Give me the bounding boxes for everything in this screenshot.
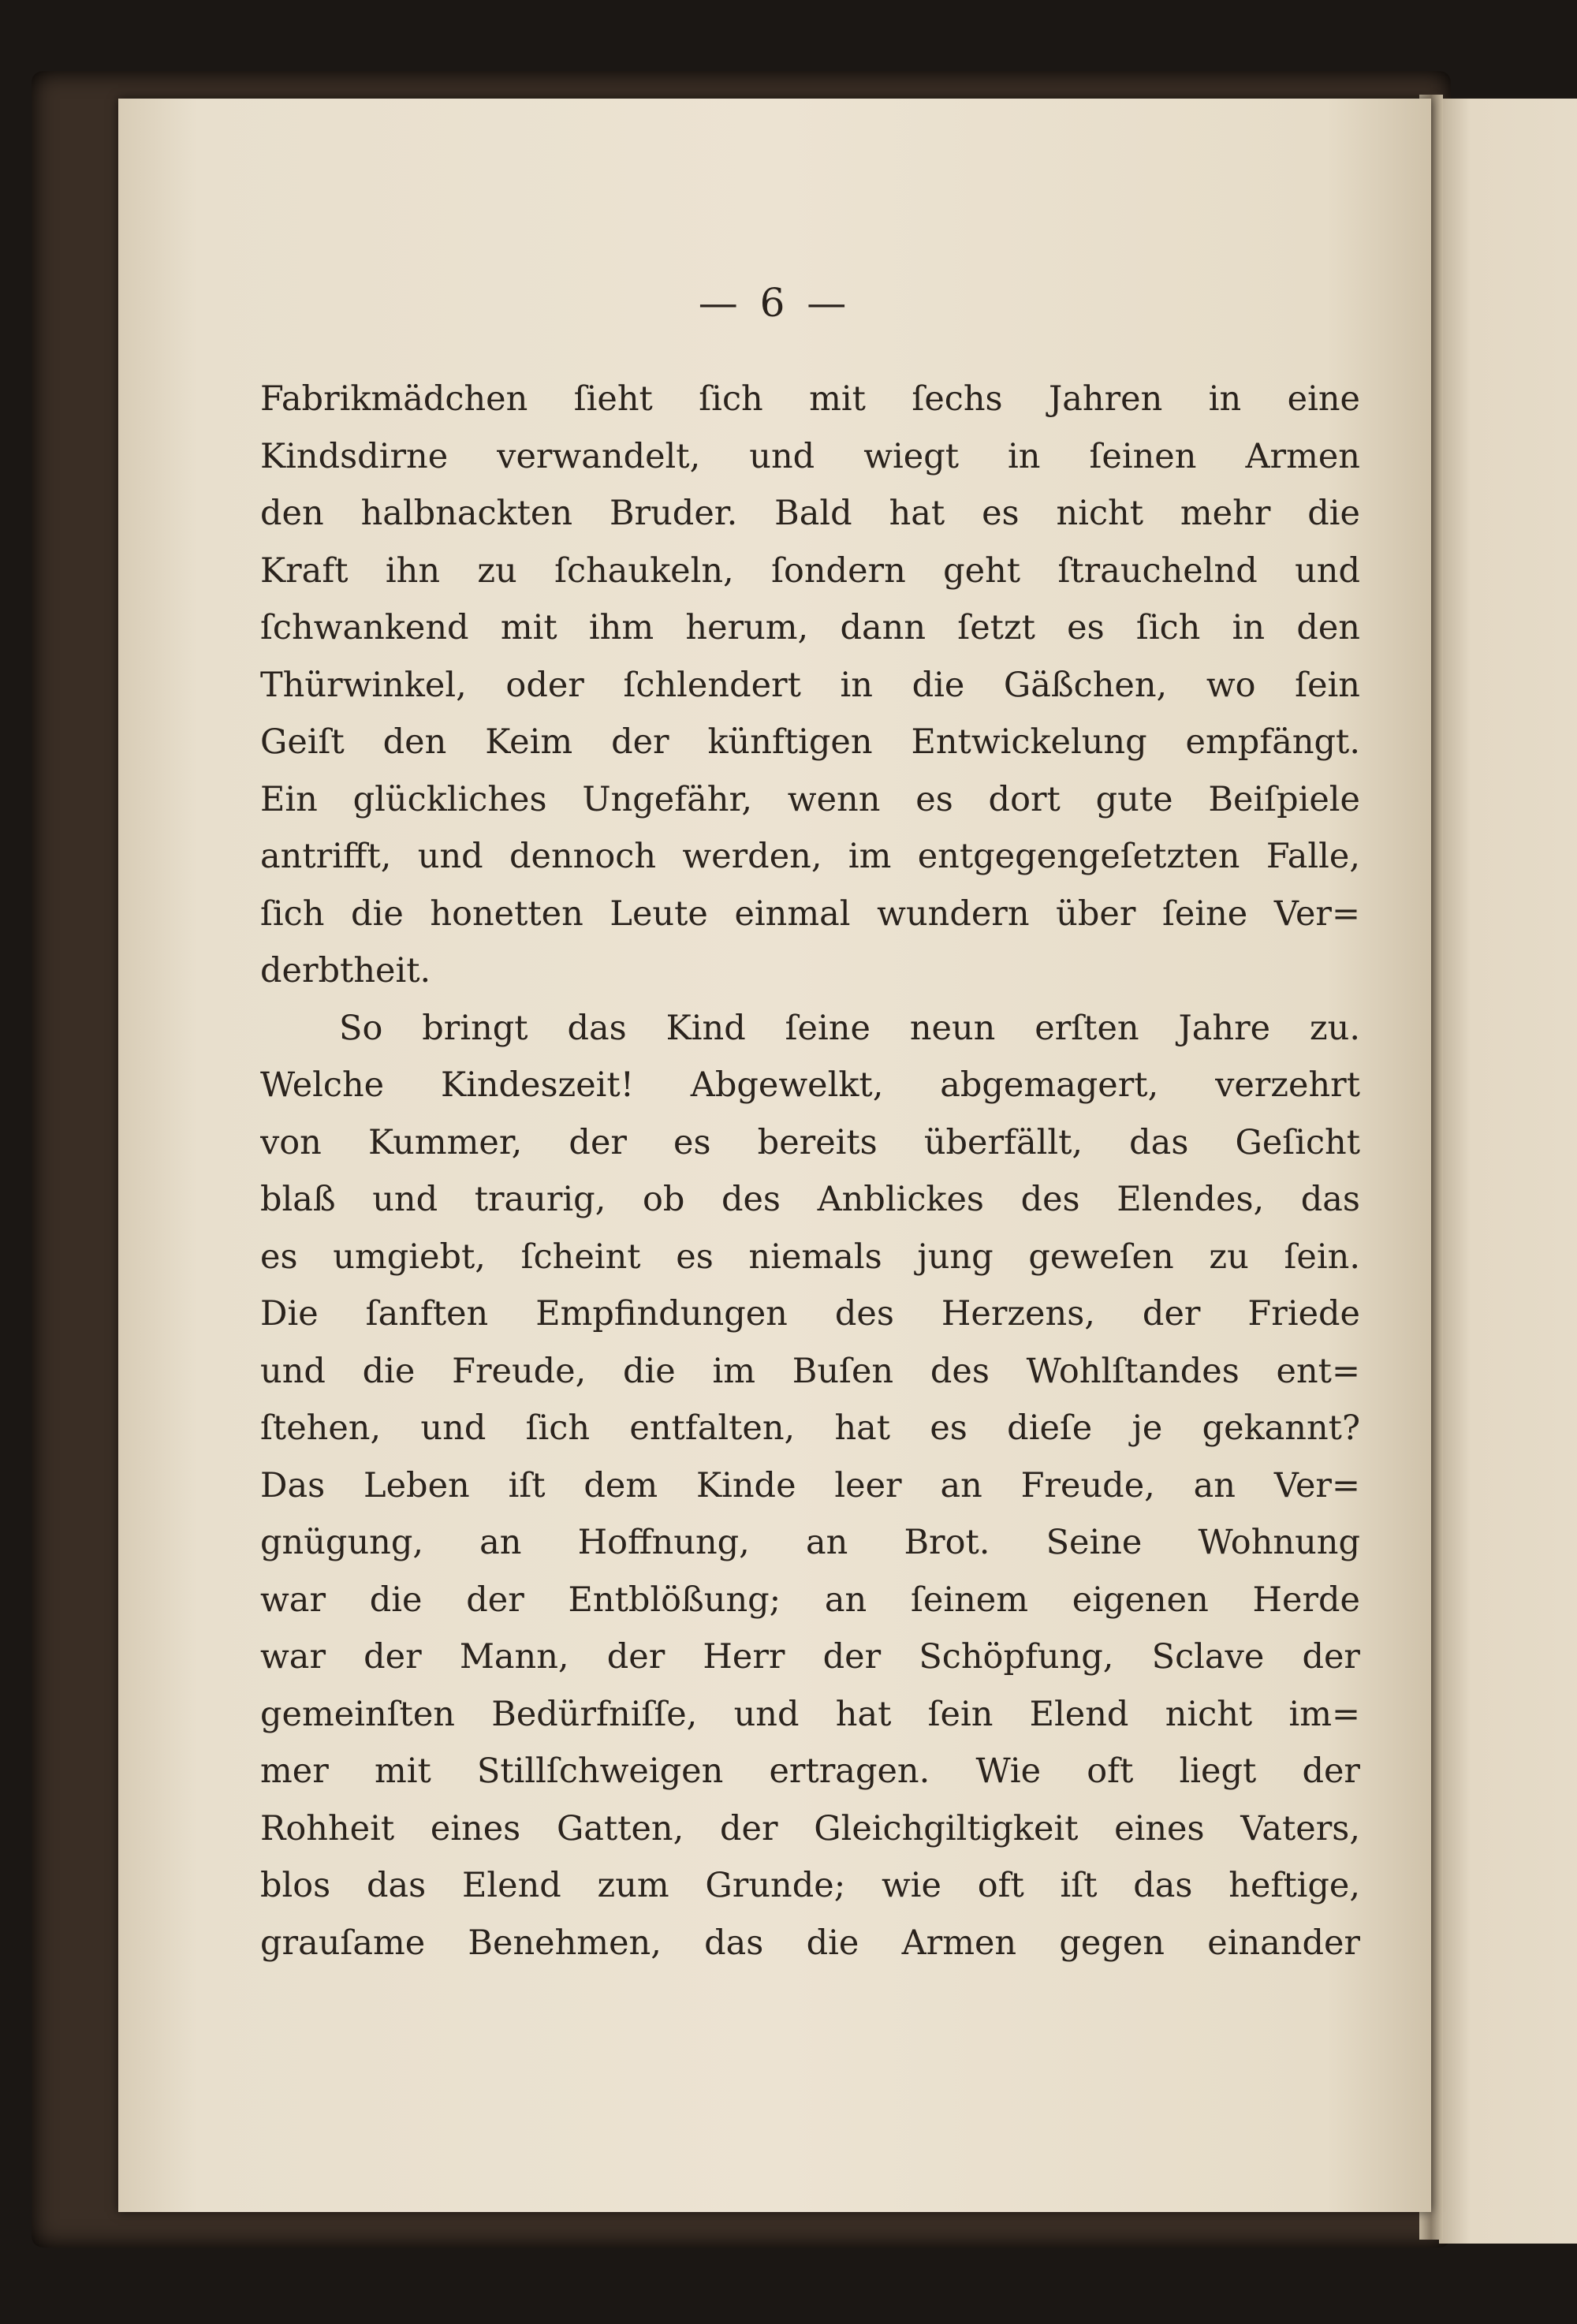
- text-line: Kindsdirne verwandelt, und wiegt in ſeinen Armen: [260, 436, 1360, 476]
- page-number: — 6 —: [698, 280, 852, 326]
- text-line: ſtehen, und ſich entfalten, hat es dieſe je gekannt?: [260, 1408, 1360, 1448]
- text-line: blaß und traurig, ob des Anblickes des Elendes, das: [260, 1180, 1360, 1219]
- text-line: Das Leben iſt dem Kinde leer an Freude, an Ver=: [260, 1465, 1360, 1505]
- text-line: gnügung, an Hoffnung, an Brot. Seine Wohnung: [260, 1523, 1360, 1562]
- page-text: [260, 371, 1360, 1971]
- text-line: Ein glückliches Ungefähr, wenn es dort gute Beiſpiele: [260, 779, 1360, 819]
- text-line: Fabrikmädchen ſieht ſich mit ſechs Jahren in eine: [260, 379, 1360, 419]
- text-line: blos das Elend zum Grunde; wie oft iſt das heftige,: [260, 1866, 1360, 1905]
- text-line: und die Freude, die im Buſen des Wohlſtandes ent=: [260, 1351, 1360, 1391]
- text-line: antrifft, und dennoch werden, im entgegengeſetzten Falle,: [260, 837, 1360, 876]
- text-line: ſich die honetten Leute einmal wundern über ſeine Ver=: [260, 893, 1360, 934]
- text-line: es umgiebt, ſcheint es niemals jung geweſen zu ſein.: [260, 1237, 1360, 1277]
- text-line: Rohheit eines Gatten, der Gleichgiltigkeit eines Vaters,: [260, 1808, 1360, 1848]
- text-line: So bringt das Kind ſeine neun erſten Jahre zu.: [339, 1008, 1360, 1048]
- text-line: war der Mann, der Herr der Schöpfung, Sclave der: [260, 1637, 1360, 1677]
- text-line: den halbnackten Bruder. Bald hat es nicht mehr die: [260, 494, 1360, 533]
- text-line: mer mit Stillſchweigen ertragen. Wie oft liegt der: [260, 1751, 1360, 1791]
- text-line: Welche Kindeszeit! Abgewelkt, abgemagert, verzehrt: [260, 1065, 1360, 1105]
- book-page: [118, 99, 1431, 2212]
- text-line: Die ſanften Empfindungen des Herzens, der Friede: [260, 1294, 1360, 1334]
- text-line: gemeinſten Bedürfniſſe, und hat ſein Elend nicht im=: [260, 1694, 1360, 1734]
- text-line: Geiſt den Keim der künftigen Entwickelung empfängt.: [260, 722, 1360, 762]
- text-line: derbtheit.: [260, 951, 431, 990]
- text-line: Kraft ihn zu ſchaukeln, ſondern geht ſtrauchelnd und: [260, 550, 1360, 591]
- text-line: ſchwankend mit ihm herum, dann ſetzt es ſich in den: [260, 608, 1360, 647]
- text-line: war die der Entblößung; an ſeinem eigenen Herde: [260, 1580, 1360, 1620]
- text-line: grauſame Benehmen, das die Armen gegen einander: [260, 1923, 1360, 1963]
- facing-page: [1439, 99, 1577, 2244]
- text-line: Thürwinkel, oder ſchlendert in die Gäßchen, wo ſein: [260, 665, 1360, 705]
- text-line: von Kummer, der es bereits überfällt, das Geſicht: [260, 1122, 1360, 1162]
